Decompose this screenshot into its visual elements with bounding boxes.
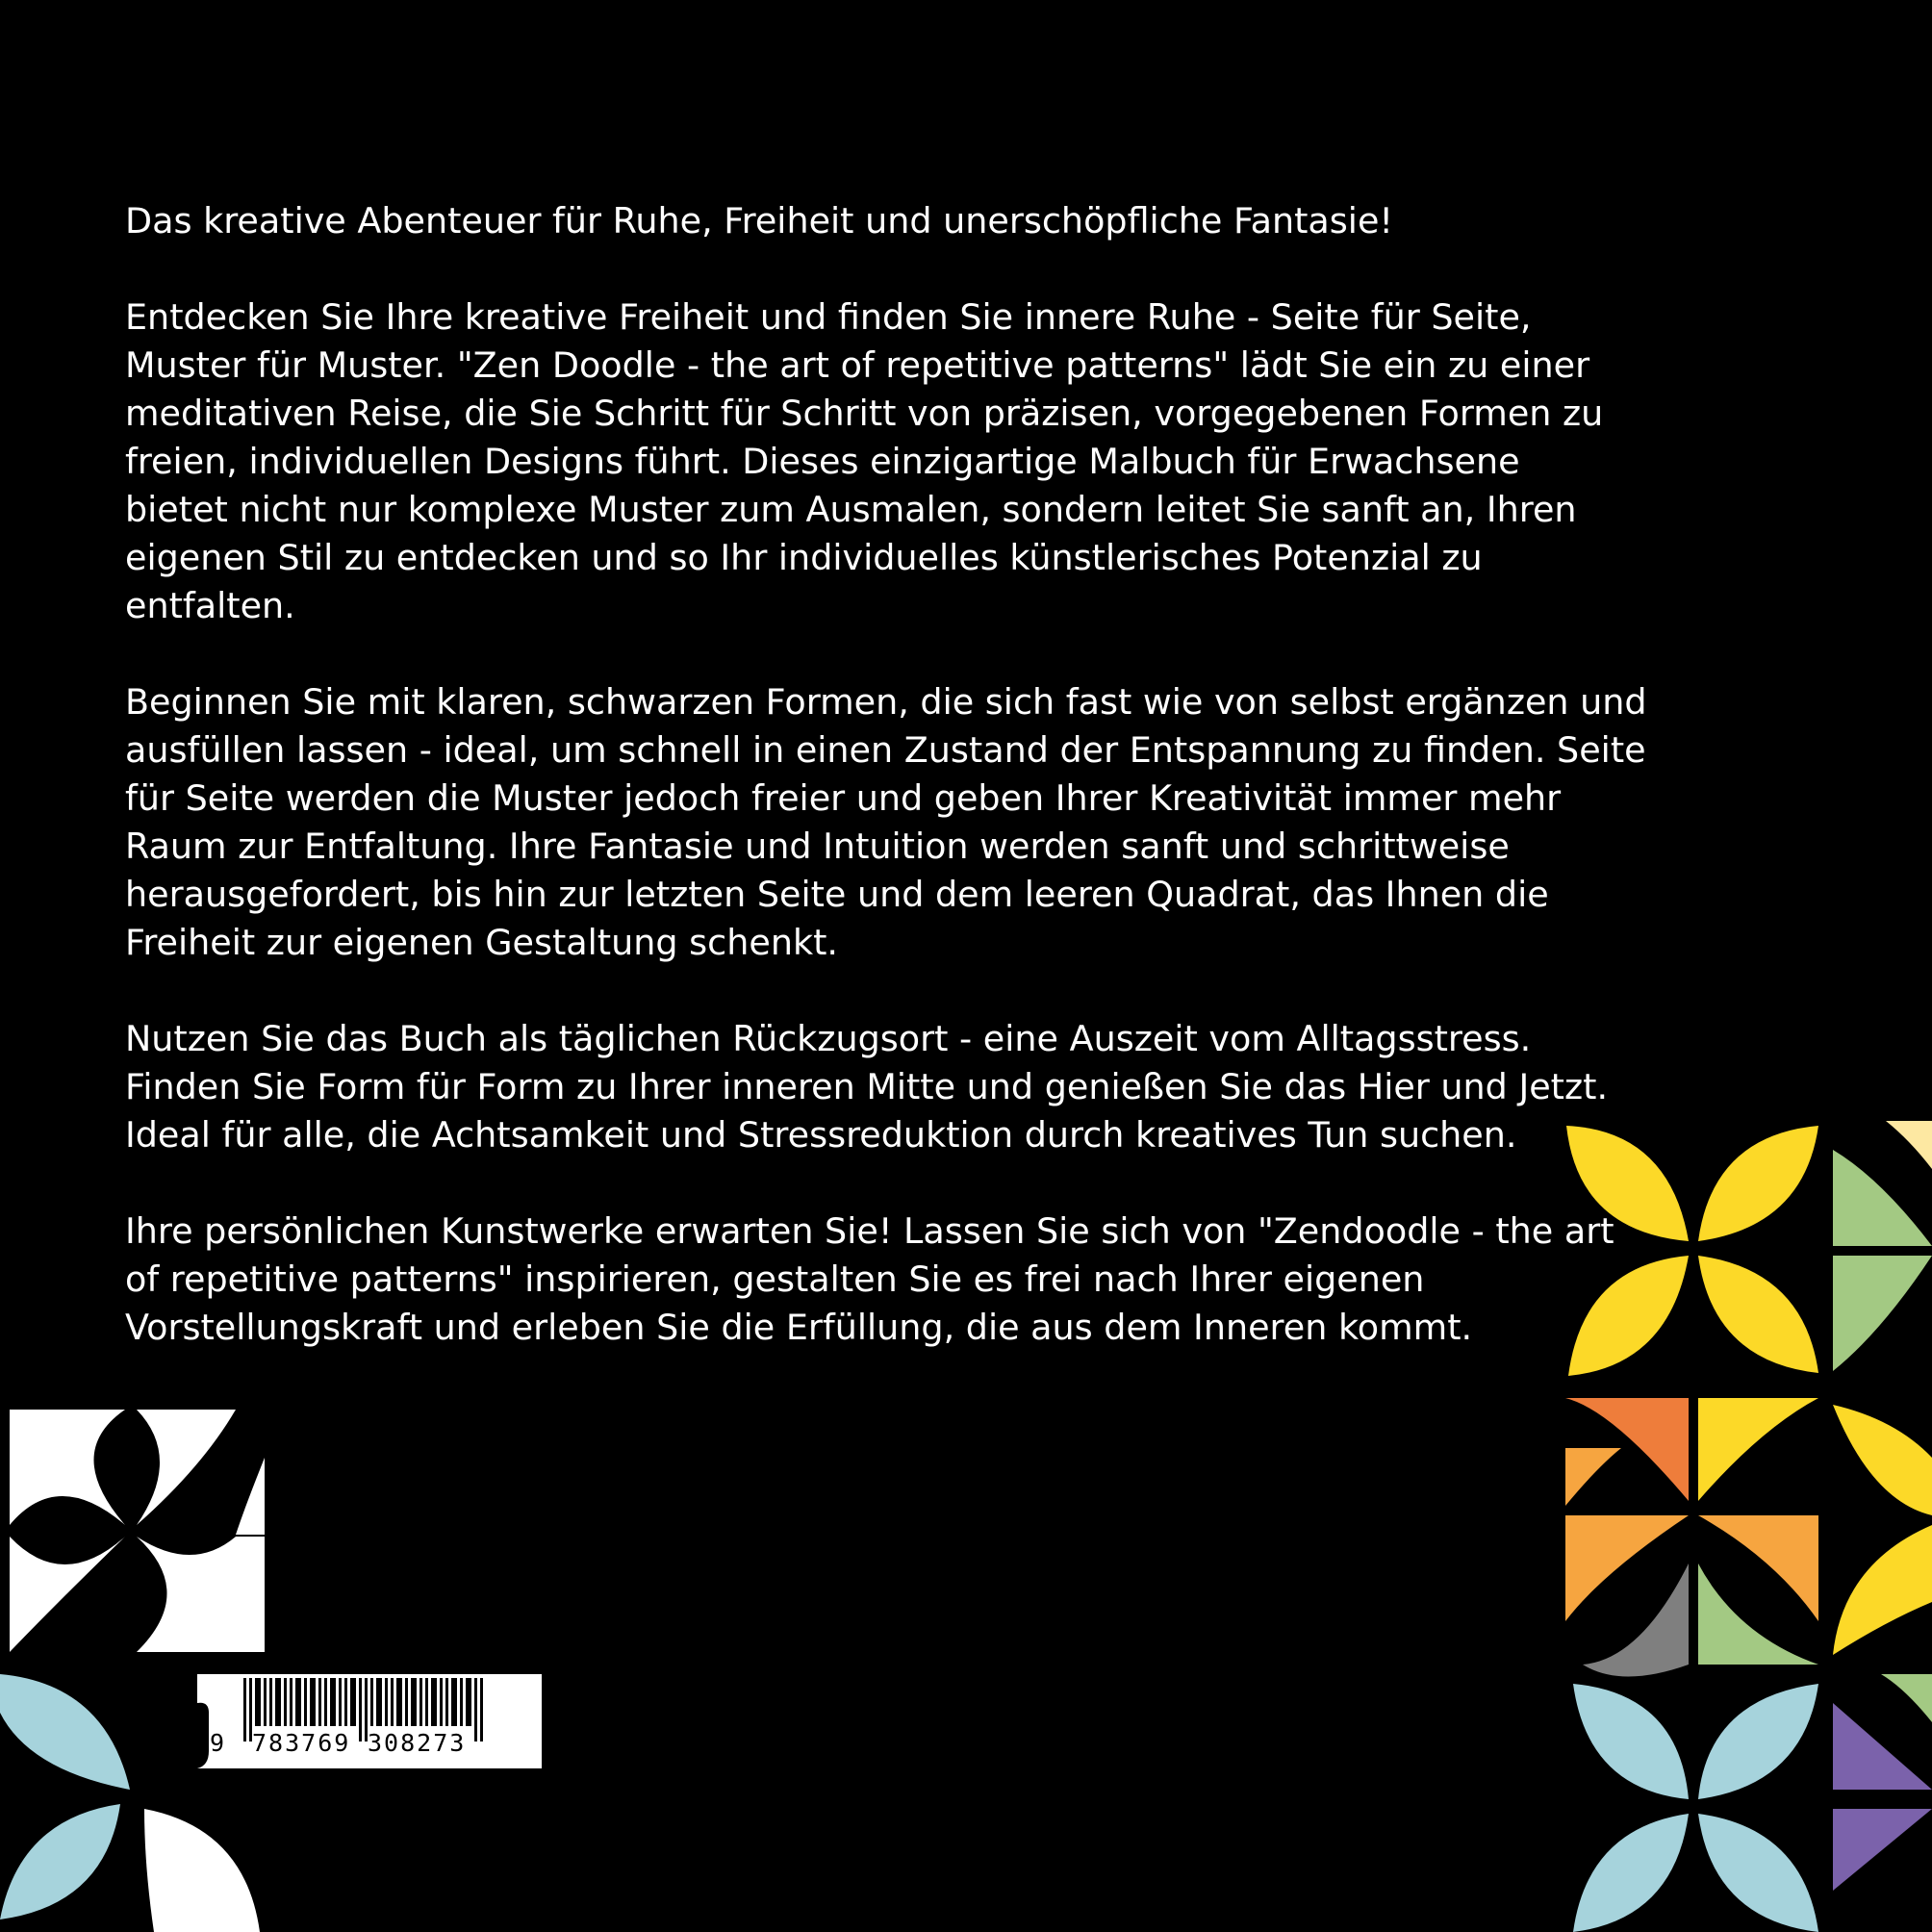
barcode-digits-group-1: 783769 bbox=[252, 1729, 351, 1757]
white-petal-tile bbox=[10, 1410, 265, 1652]
barcode-digits-group-2: 308273 bbox=[368, 1729, 467, 1757]
blurb-paragraph-2: Beginnen Sie mit klaren, schwarzen Formen, die sich fast wie von selbst ergänzen und ausfüllen lassen - ideal, um schnell in einen Zustand der Entspannung zu finden. Seite für Seite werden die Muster jedoch freier und geben Ihrer Kreativität immer mehr Raum zur Entfaltung. Ihre Fantasie und Intuition werden sanft und schrittweise herausgefordert, bis hin zur letzten Seite und dem leeren Quadrat, das Ihnen die Freiheit zur eigenen Gestaltung schenkt. bbox=[125, 681, 1647, 963]
blurb-paragraph-1: Entdecken Sie Ihre kreative Freiheit und finden Sie innere Ruhe - Seite für Seite, Muster für Muster. "Zen Doodle - the art of repetitive patterns" lädt Sie ein zu einer meditativen Reise, die Sie Schritt für Schritt von präzisen, vorgegebenen Formen zu freien, individuellen Designs führt. Dieses einzigartige Malbuch für Erwachsene bietet nicht nur komplexe Muster zum Ausmalen, sondern leitet Sie sanft an, Ihren eigenen Stil zu entdecken und so Ihr individuelles künstlerisches Potenzial zu entfalten. bbox=[125, 296, 1604, 626]
blurb-text bbox=[125, 197, 1761, 1400]
white-petal-pattern bbox=[0, 1400, 269, 1660]
colorful-quarter-circle-pattern bbox=[1563, 1121, 1932, 1932]
tagline: Das kreative Abenteuer für Ruhe, Freiheit und unerschöpfliche Fantasie! bbox=[125, 200, 1394, 242]
barcode-lead-digit: 9 bbox=[210, 1729, 227, 1757]
blurb-paragraph-3: Nutzen Sie das Buch als täglichen Rückzugsort - eine Auszeit vom Alltagsstress. Finden Sie Form für Form zu Ihrer inneren Mitte und genießen Sie das Hier und Jetzt. Ideal für alle, die Achtsamkeit und Stressreduktion durch kreatives Tun suchen. bbox=[125, 1018, 1609, 1156]
blurb-paragraph-4: Ihre persönlichen Kunstwerke erwarten Sie! Lassen Sie sich von "Zendoodle - the art of repetitive patterns" inspirieren, gestalten Sie es frei nach Ihrer eigenen Vorstellungskraft und erleben Sie die Erfüllung, die aus dem Inneren kommt. bbox=[125, 1210, 1614, 1348]
